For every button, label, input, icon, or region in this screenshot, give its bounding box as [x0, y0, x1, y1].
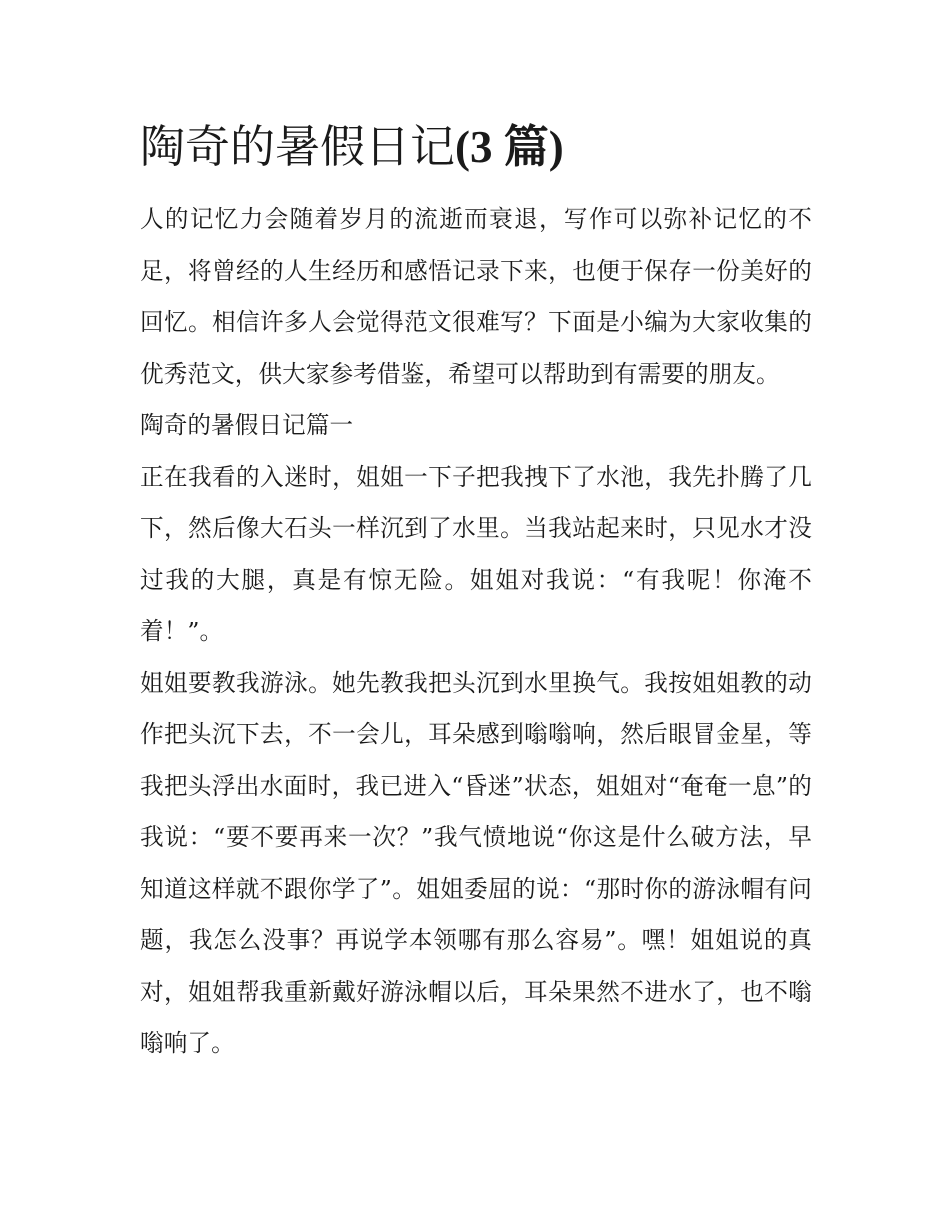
document-body: [140, 112, 812, 1070]
document-title: [140, 112, 812, 194]
body-paragraph: 正在我看的入迷时，姐姐一下子把我拽下了水池，我先扑腾了几下，然后像大石头一样沉到了水里。当我站起来时，只见水才没过我的大腿，真是有惊无险。姐姐对我说：“有我呢！你淹不着！”。: [140, 462, 812, 645]
intro-paragraph: 人的记忆力会随着岁月的流逝而衰退，写作可以弥补记忆的不足，将曾经的人生经历和感悟记录下来，也便于保存一份美好的回忆。相信许多人会觉得范文很难写？下面是小编为大家收集的优秀范文，供大家参考借鉴，希望可以帮助到有需要的朋友。: [140, 205, 812, 388]
title-text: 陶奇的暑假日记: [140, 120, 456, 173]
section-heading: 陶奇的暑假日记篇一: [140, 411, 354, 439]
body-paragraph: 姐姐要教我游泳。她先教我把头沉到水里换气。我按姐姐教的动作把头沉下去，不一会儿，耳朵感到嗡嗡响，然后眼冒金星，等我把头浮出水面时，我已进入“昏迷”状态，姐姐对“奄奄一息”的我说：“要不要再来一次？”我气愤地说“你这是什么破方法，早知道这样就不跟你学了”。姐姐委屈的说：“那时你的游泳帽有问题，我怎么没事？再说学本领哪有那么容易”。嘿！姐姐说的真对，姐姐帮我重新戴好游泳帽以后，耳朵果然不进水了，也不嗡嗡响了。: [140, 668, 812, 1057]
title-count: (3 篇): [455, 122, 564, 172]
